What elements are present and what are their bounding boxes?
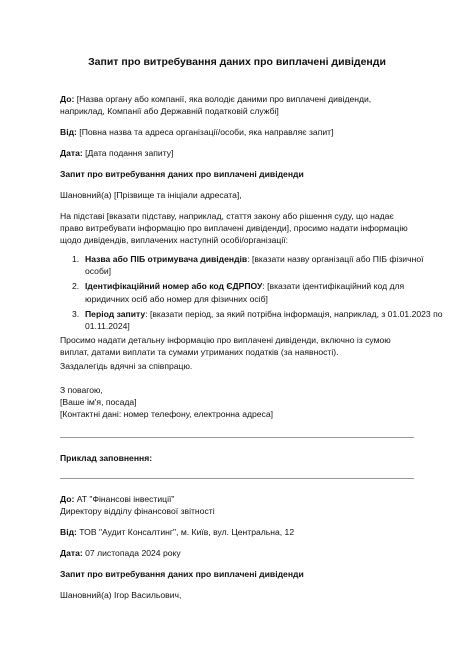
date-label: Дата: [60, 148, 83, 158]
list-item-value: : [вказати назву організації або ПІБ фізичної особи] [85, 254, 424, 277]
example-recipient-position: Директору відділу фінансової звітності [60, 506, 215, 516]
list-item-value: : [вказати період, за який потрібна інформація, наприклад, з 01.01.2023 по 01.11.2024] [85, 308, 443, 332]
example-sender-line [60, 526, 418, 538]
list-item-label: Період запиту [85, 308, 146, 319]
requested-info-list [60, 253, 443, 335]
list-item-value: : [вказати ідентифікаційний код для юридичних осіб або номер для фізичних осіб] [85, 281, 405, 304]
list-item-number: 1. [72, 254, 80, 264]
greeting: Шановний(а) [Прізвище та ініціали адресата], [60, 190, 242, 200]
list-item [72, 280, 443, 304]
subject-heading: Запит про витребування даних про виплачені дивіденди [60, 169, 304, 179]
signature-regards: З повагою, [60, 385, 103, 395]
signature-name: [Ваше ім'я, посада] [60, 397, 137, 407]
example-subject-heading: Запит про витребування даних про виплачені дивіденди [60, 569, 304, 579]
document-title: Запит про витребування даних про виплачені дивіденди [88, 56, 386, 68]
example-recipient-value: АТ "Фінансові інвестиції" [74, 494, 175, 504]
recipient-label: До: [60, 94, 75, 104]
signature-contacts: [Контактні дані: номер телефону, електронна адреса] [60, 409, 274, 419]
example-recipient-label: До: [60, 494, 75, 504]
example-sender-label: Від: [60, 527, 77, 537]
section-divider [60, 437, 414, 438]
request-paragraph: Просимо надати детальну інформацію про виплачені дивіденди, включно із сумою виплат, датами виплати та сумами утриманих податків (за наявності). [60, 335, 391, 358]
list-item [72, 253, 443, 277]
list-item-label: Ідентифікаційний номер або код ЄДРПОУ [85, 281, 263, 292]
recipient-value: [Назва органу або компанії, яка володіє даними про виплачені дивіденди, наприклад, Компанії або Державній податковій службі] [60, 94, 372, 117]
basis-paragraph: На підставі [вказати підставу, наприклад, стаття закону або рішення суду, що надає право витребувати інформацію про виплачені дивіденди], просимо надати інформацію щодо дивідендів, виплачених наступній особі/організації: [60, 211, 408, 246]
example-sender-value: ТОВ "Аудит Консалтинг", м. Київ, вул. Центральна, 12 [76, 527, 295, 537]
section-divider [60, 478, 414, 479]
sender-label: Від: [60, 127, 77, 137]
list-item-number: 2. [72, 281, 80, 292]
example-date-line [60, 547, 418, 559]
thanks-line: Заздалегідь вдячні за співпрацю. [60, 361, 193, 371]
example-heading: Приклад заповнення: [60, 453, 153, 463]
example-date-value: 07 листопада 2024 року [82, 548, 181, 558]
date-line [60, 147, 418, 159]
list-item-label: Назва або ПІБ отримувача дивідендів [85, 254, 248, 264]
sender-value: [Повна назва та адреса організації/особи, яка направляє запит] [76, 127, 334, 137]
date-value: [Дата подання запиту] [82, 148, 174, 158]
list-item [72, 308, 443, 332]
example-greeting: Шановний(а) Ігор Васильович, [60, 590, 182, 600]
list-item-number: 3. [72, 308, 80, 319]
example-date-label: Дата: [60, 548, 83, 558]
example-recipient-line [60, 493, 418, 505]
sender-line [60, 126, 418, 138]
recipient-line [60, 93, 418, 117]
